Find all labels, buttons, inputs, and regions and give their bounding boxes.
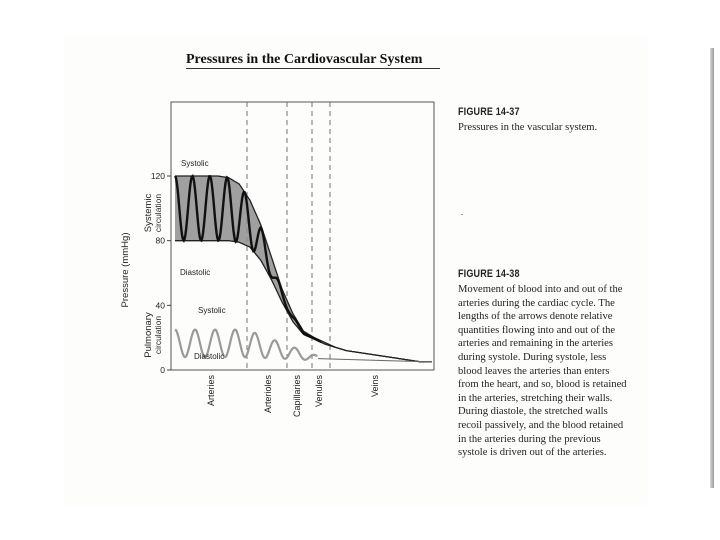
x-region-label-arterioles: Arterioles: [263, 375, 273, 414]
systemic-group-label-line1: Systemic: [143, 193, 154, 233]
pulmonary-group-label-line2: circulation: [153, 315, 163, 355]
x-region-label-arteries: Arteries: [206, 375, 216, 407]
pulmonary-systolic-label: Systolic: [198, 306, 226, 315]
systemic-group-label-line2: circulation: [153, 193, 163, 233]
figure-14-37-caption: [458, 106, 630, 135]
pulmonary-diastolic-label: Diastolic: [194, 352, 225, 361]
systemic-diastolic-line: [175, 241, 432, 362]
y-tick-label-40: 40: [155, 300, 165, 311]
figure-14-37-label: FIGURE 14-37: [458, 106, 520, 118]
y-tick-label-0: 0: [160, 365, 165, 375]
y-axis-label: Pressure (mmHg): [120, 232, 131, 308]
systemic-diastolic-label: Diastolic: [180, 268, 211, 277]
systemic-systolic-label: Systolic: [181, 159, 209, 168]
figure-14-37-text: Pressures in the vascular system.: [458, 122, 598, 133]
figure-14-38-text: Movement of blood into and out of the arteries during the cardiac cycle. The lengths of the arrows denote relative quantities flowing into and out of the arteries and remaining in the arteries during systole. During systole, less blood leaves the arteries than enters from the heart, and so, blood is retained in the arteries, stretching their walls. During diastole, the stretched walls recoil passively, and the blood retained in the arteries during the previous systole is driven out of the arteries.: [458, 284, 627, 459]
x-region-label-venules: Venules: [314, 375, 324, 408]
y-tick-label-120: 120: [150, 171, 165, 181]
page-title: Pressures in the Cardiovascular System: [186, 52, 423, 67]
x-region-label-veins: Veins: [370, 375, 380, 398]
y-tick-label-80: 80: [155, 235, 165, 246]
pulmonary-group-label-line1: Pulmonary: [143, 312, 154, 358]
scan-speck: [461, 214, 463, 215]
x-region-label-capillaries: Capillaries: [292, 375, 302, 418]
figure-14-38-label: FIGURE 14-38: [458, 268, 520, 280]
pulmonary-tail-line: [318, 359, 432, 362]
figure-14-38-caption: [458, 268, 630, 460]
